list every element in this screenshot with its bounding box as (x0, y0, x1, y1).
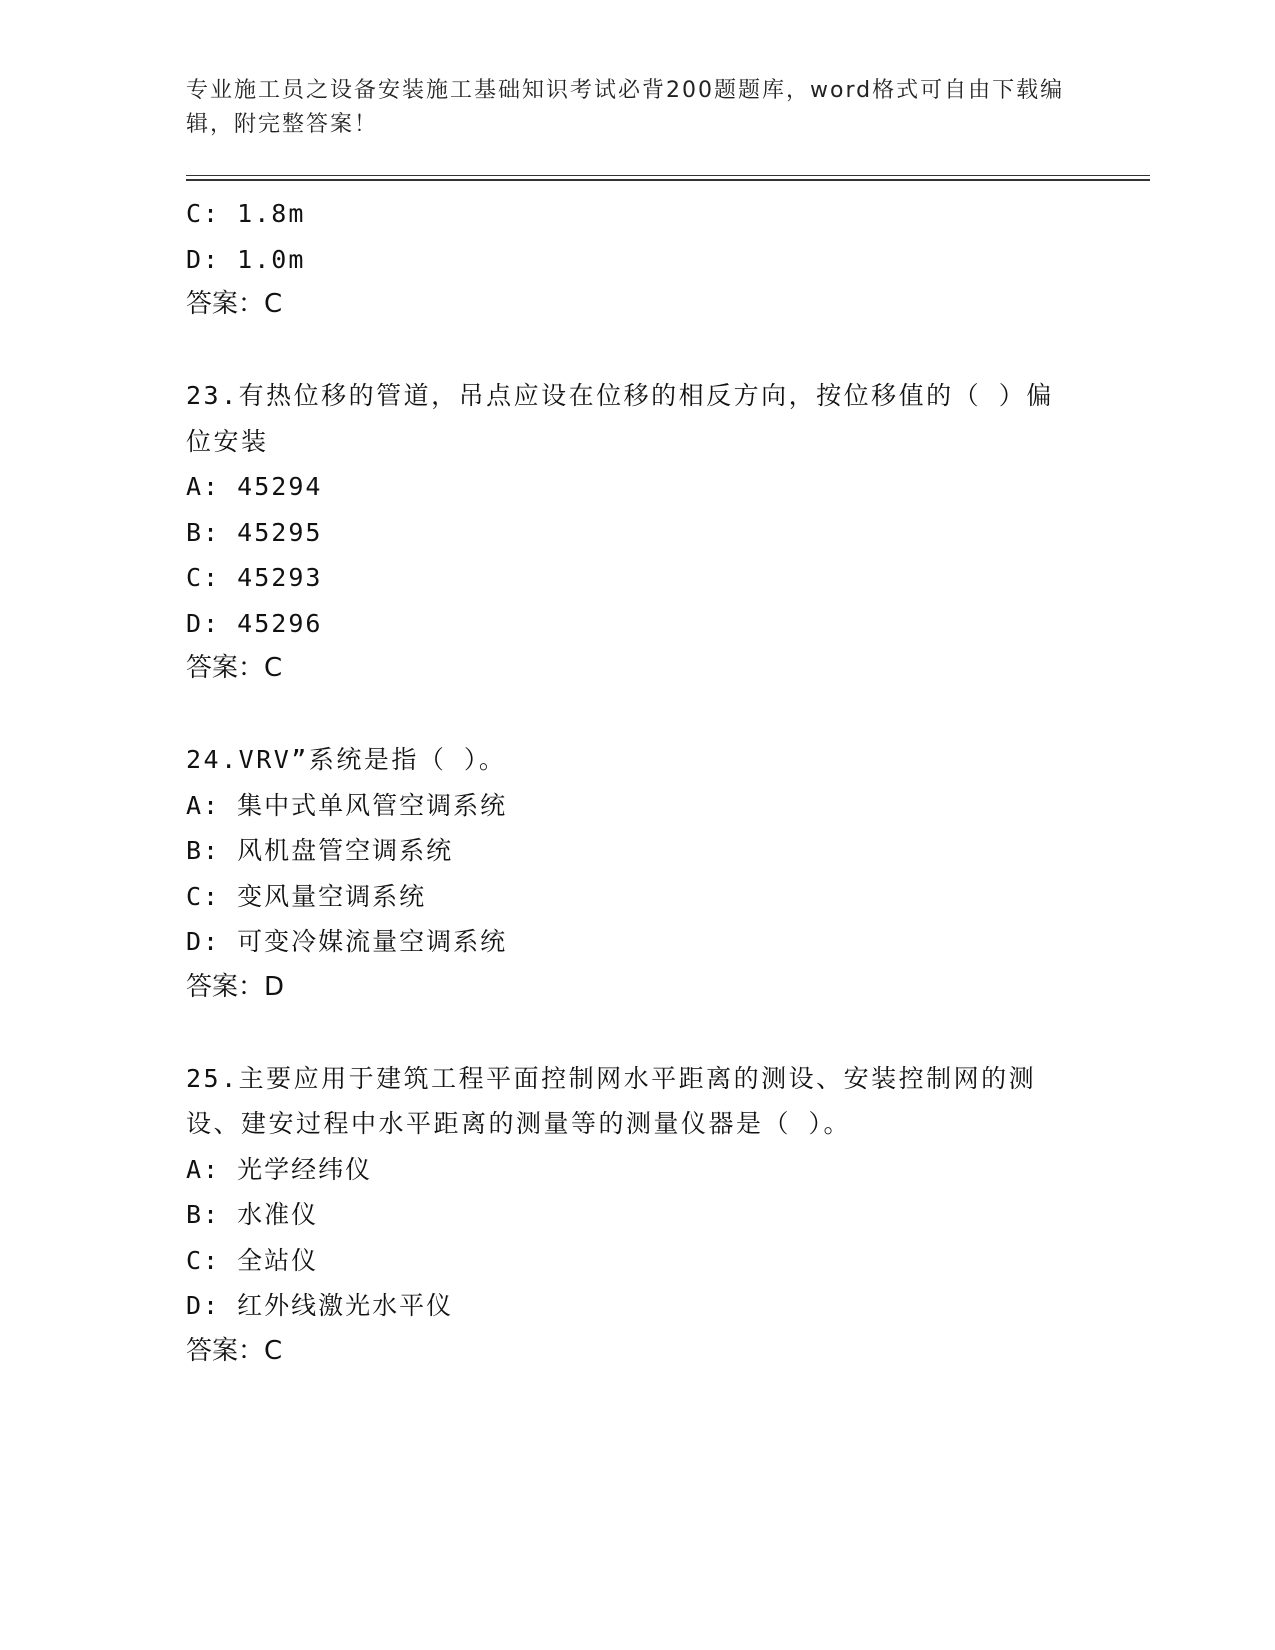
answer-line: 答案：C (186, 289, 283, 319)
document-header: 专业施工员之设备安装施工基础知识考试必背200题题库，word格式可自由下载编辑，附完整答案！ (186, 78, 1065, 137)
option-label: A: (186, 472, 221, 501)
option-text: 1.8m (237, 199, 306, 228)
question-stem: 24.VRV”系统是指（ ）。 (186, 745, 507, 774)
option-label: C: (186, 1245, 221, 1275)
option-text: 全站仪 (237, 1245, 319, 1275)
option-text: 水准仪 (237, 1200, 319, 1229)
header-divider-thick (186, 179, 1150, 181)
option-b (186, 510, 1086, 556)
option-label: C: (186, 199, 221, 228)
question-stem: 23.有热位移的管道，吊点应设在位移的相反方向，按位移值的（ ）偏位安装 (186, 381, 1054, 456)
option-text: 可变冷媒流量空调系统 (237, 927, 508, 956)
option-label: A: (186, 790, 221, 820)
option-a (186, 464, 1086, 510)
option-text: 45295 (237, 517, 323, 547)
option-label: B: (186, 1200, 221, 1229)
option-label: D: (186, 608, 221, 638)
option-c (186, 874, 1086, 920)
option-label: D: (186, 927, 221, 956)
spacer (186, 1010, 1086, 1056)
option-label: A: (186, 1154, 221, 1184)
document-content (186, 191, 1086, 1374)
option-d (186, 237, 1086, 283)
question-25 (186, 1056, 1086, 1375)
option-label: D: (186, 244, 221, 274)
option-text: 1.0m (237, 244, 306, 274)
option-c (186, 1238, 1086, 1284)
option-text: 红外线激光水平仪 (237, 1291, 454, 1320)
header-divider-thin (186, 175, 1150, 176)
option-label: C: (186, 881, 221, 911)
option-text: 变风量空调系统 (237, 881, 427, 911)
option-c (186, 191, 1086, 237)
spacer (186, 692, 1086, 738)
option-label: C: (186, 563, 221, 592)
option-text: 集中式单风管空调系统 (237, 790, 508, 820)
option-label: B: (186, 517, 221, 547)
question-23 (186, 373, 1086, 692)
option-text: 45294 (237, 472, 323, 501)
option-d (186, 601, 1086, 647)
option-label: D: (186, 1291, 221, 1320)
option-a (186, 1147, 1086, 1193)
option-text: 风机盘管空调系统 (237, 836, 454, 865)
question-stem: 25.主要应用于建筑工程平面控制网水平距离的测设、安装控制网的测设、建安过程中水平距离的测量等的测量仪器是（ ）。 (186, 1063, 1037, 1138)
option-text: 45296 (237, 608, 323, 638)
option-d (186, 919, 1086, 965)
answer-line: 答案：D (186, 971, 285, 1002)
option-label: B: (186, 836, 221, 865)
option-text: 45293 (237, 563, 323, 592)
option-b (186, 828, 1086, 874)
option-b (186, 1192, 1086, 1238)
question-22-tail (186, 191, 1086, 328)
answer-line: 答案：C (186, 653, 283, 683)
option-text: 光学经纬仪 (237, 1154, 373, 1184)
spacer (186, 328, 1086, 374)
option-a (186, 783, 1086, 829)
option-d (186, 1283, 1086, 1329)
answer-line: 答案：C (186, 1335, 283, 1366)
option-c (186, 555, 1086, 601)
question-24 (186, 737, 1086, 1010)
